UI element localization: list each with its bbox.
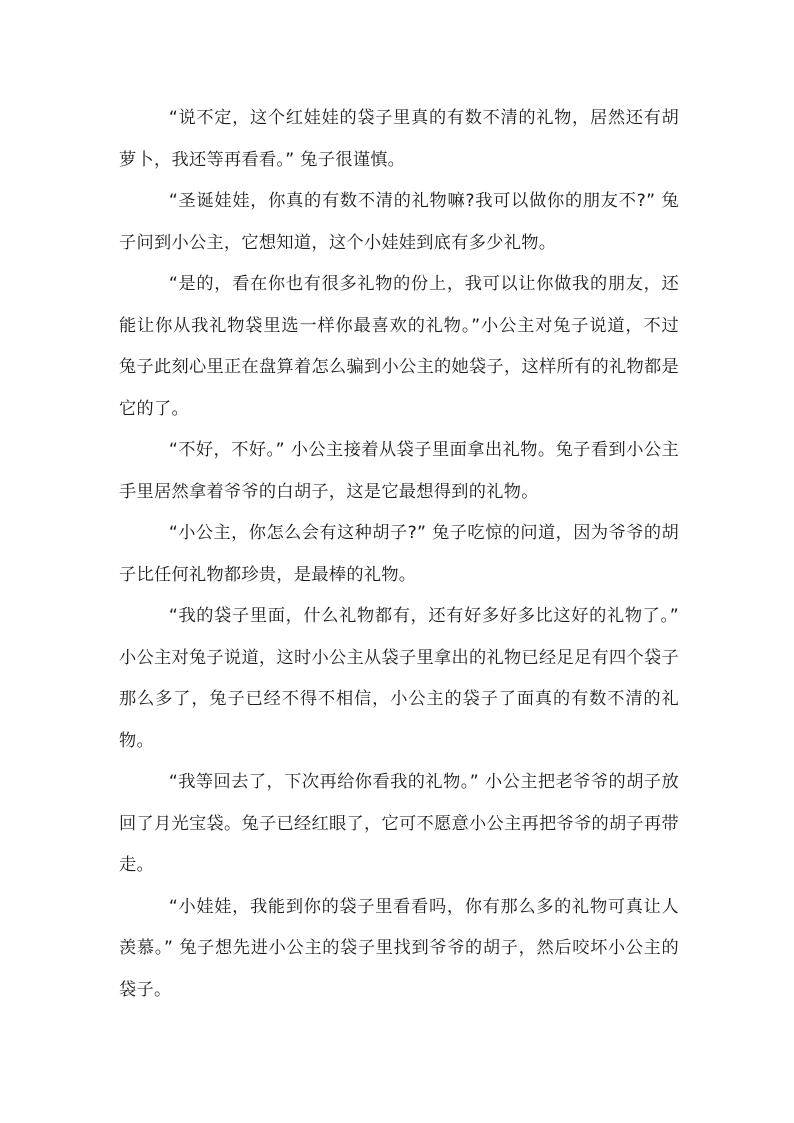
paragraph-2: “圣诞娃娃，你真的有数不清的礼物嘛?我可以做你的朋友不?” 兔子问到小公主，它想知道，这个小娃娃到底有多少礼物。 [119, 191, 679, 253]
paragraph-4: “不好，不好。” 小公主接着从袋子里面拿出礼物。兔子看到小公主手里居然拿着爷爷的白胡子，这是它最想得到的礼物。 [119, 440, 679, 502]
paragraph-3: “是的，看在你也有很多礼物的份上，我可以让你做我的朋友，还能让你从我礼物袋里选一样你最喜欢的礼物。”小公主对兔子说道，不过兔子此刻心里正在盘算着怎么骗到小公主的她袋子，这样所有的礼物都是它的了。 [119, 274, 679, 419]
paragraph-5: “小公主，你怎么会有这种胡子?” 兔子吃惊的问道，因为爷爷的胡子比任何礼物都珍贵，是最棒的礼物。 [119, 523, 679, 585]
paragraph-1: “说不定，这个红娃娃的袋子里真的有数不清的礼物，居然还有胡萝卜，我还等再看看。” 兔子很谨慎。 [119, 108, 679, 170]
paragraph-8: “小娃娃，我能到你的袋子里看看吗，你有那么多的礼物可真让人羡慕。” 兔子想先进小公主的袋子里找到爷爷的胡子，然后咬坏小公主的袋子。 [119, 896, 679, 1000]
paragraph-6: “我的袋子里面，什么礼物都有，还有好多好多比这好的礼物了。” 小公主对兔子说道，这时小公主从袋子里拿出的礼物已经足足有四个袋子那么多了，兔子已经不得不相信，小公主的袋子了面真的有数不清的礼物。 [119, 606, 679, 751]
paragraph-7: “我等回去了，下次再给你看我的礼物。” 小公主把老爷爷的胡子放回了月光宝袋。兔子已经红眼了，它可不愿意小公主再把爷爷的胡子再带走。 [119, 772, 679, 875]
document-page [119, 98, 679, 1011]
